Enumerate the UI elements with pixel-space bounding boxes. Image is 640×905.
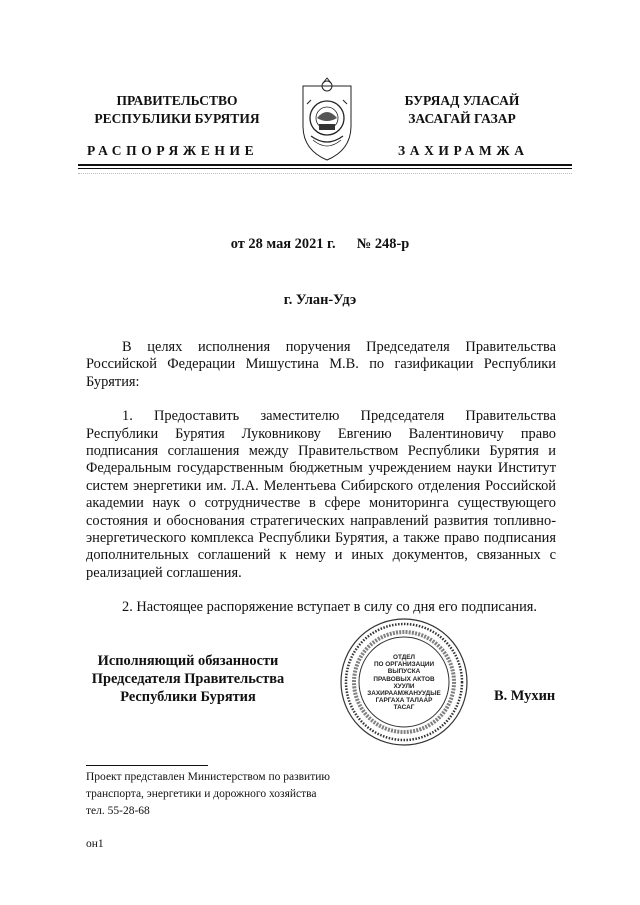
footnote-phone: тел. 55-28-68: [86, 805, 150, 817]
footnote-line1: Проект представлен Министерством по развитию: [86, 771, 330, 783]
header-left-doc-type: РАСПОРЯЖЕНИЕ: [87, 143, 259, 158]
signature-title-line1: Исполняющий обязанности: [97, 653, 279, 669]
date-line: [0, 236, 640, 253]
coat-of-arms-emblem: [297, 74, 357, 164]
seal-inner-text: ОТДЕЛ ПО ОРГАНИЗАЦИИ ВЫПУСКА ПРАВОВЫХ АКТОВ ХУУЛИ ЗАХИРААМЖАНУУДЫЕ ГАРГАХА ТАЛААР ТАСАГ: [367, 654, 441, 712]
signature-title-line3: Республики Бурятия: [120, 689, 256, 705]
document-number: № 248-р: [356, 236, 410, 252]
header-left-line1: ПРАВИТЕЛЬСТВО: [116, 93, 238, 108]
header-rule-thin: [78, 168, 572, 169]
header-dotted-line: [78, 173, 572, 176]
signature-name: В. Мухин: [494, 688, 556, 704]
official-seal: [338, 616, 470, 748]
paragraph-preamble: В целях исполнения поручения Председателя Правительства Российской Федерации Мишустина М.В. по газификации Республики Бурятия:: [86, 339, 556, 390]
signature-title-line2: Председателя Правительства: [91, 671, 285, 687]
header-left-org: [84, 92, 270, 128]
header-left-line2: РЕСПУБЛИКИ БУРЯТИЯ: [94, 111, 260, 126]
footnote-line2: транспорта, энергетики и дорожного хозяйства: [86, 788, 317, 800]
header-right-doc-type: ЗАХИРАМЖА: [398, 143, 529, 158]
header-rule-thick: [78, 164, 572, 166]
footnote-rule: [86, 765, 208, 766]
paragraph-item-1: 1. Предоставить заместителю Председателя Правительства Республики Бурятия Луковникову Евгению Валентиновичу право подписания соглашения между Правительством Республики Бурятия и Федеральным государственным бюджетным учреждением науки Институт систем энергетики им. Л.А. Мелентьева Сибирского отделения Российской академии наук о сотрудничестве в сфере мониторинга существующего состояния и обоснования стратегических направлений развития топливно-энергетического комплекса Республики Бурятия, а также право подписания дополнительных соглашений к нему и иных документов, связанных с реализацией соглашения.: [86, 408, 556, 581]
signature-title: [78, 652, 298, 706]
header-right-line2: ЗАСАГАЙ ГАЗАР: [408, 111, 516, 126]
registry-mark: он1: [86, 838, 104, 850]
paragraph-item-2: 2. Настоящее распоряжение вступает в силу со дня его подписания.: [122, 599, 537, 616]
document-date: от 28 мая 2021 г.: [230, 236, 336, 252]
document-city: г. Улан-Удэ: [283, 292, 357, 308]
header-right-line1: БУРЯАД УЛАСАЙ: [404, 93, 520, 108]
document-body: [86, 339, 556, 617]
footnote: [86, 769, 386, 820]
header-right-org: [378, 92, 546, 128]
